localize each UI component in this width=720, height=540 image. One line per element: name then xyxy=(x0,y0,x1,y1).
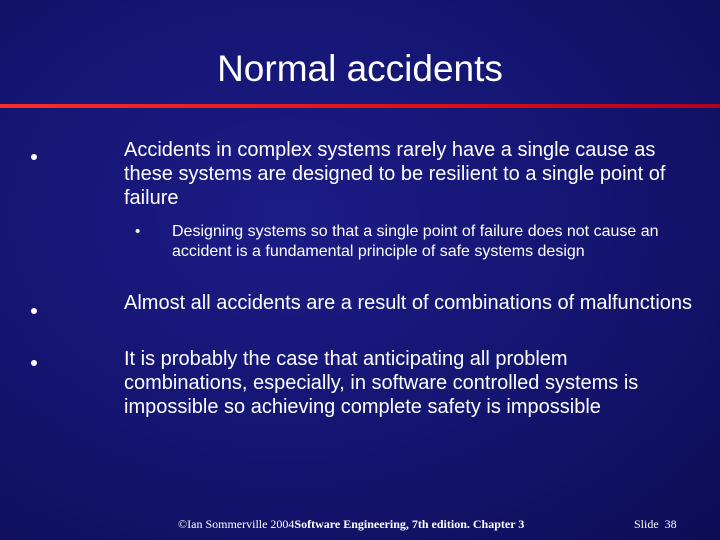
sub-bullet-marker: • xyxy=(135,223,141,240)
bullet-dot-icon xyxy=(31,308,37,314)
bullet-dot-icon xyxy=(31,360,37,366)
bullet-text: It is probably the case that anticipating all problem combinations, especially, in software controlled systems is impossible so achieving complete safety is impossible xyxy=(124,348,639,418)
slide-label: Slide xyxy=(634,517,659,531)
sub-bullet-text: Designing systems so that a single point of failure does not cause an accident is a fundamental principle of safe systems design xyxy=(172,223,659,260)
footer-slide-number xyxy=(634,516,677,532)
bullet-dot-icon xyxy=(31,154,37,160)
bullet-text: Accidents in complex systems rarely have a single cause as these systems are designed to be resilient to a single point of failure xyxy=(124,139,666,209)
slide-number: 38 xyxy=(664,517,677,531)
footer-copyright: ©Ian Sommerville 2004 xyxy=(178,517,295,531)
footer-book-title: Software Engineering, 7th edition. Chapter 3 xyxy=(294,517,525,531)
bullet-text: Almost all accidents are a result of combinations of malfunctions xyxy=(124,292,693,314)
slide-title: Normal accidents xyxy=(217,48,503,89)
footer-credit xyxy=(178,516,524,532)
